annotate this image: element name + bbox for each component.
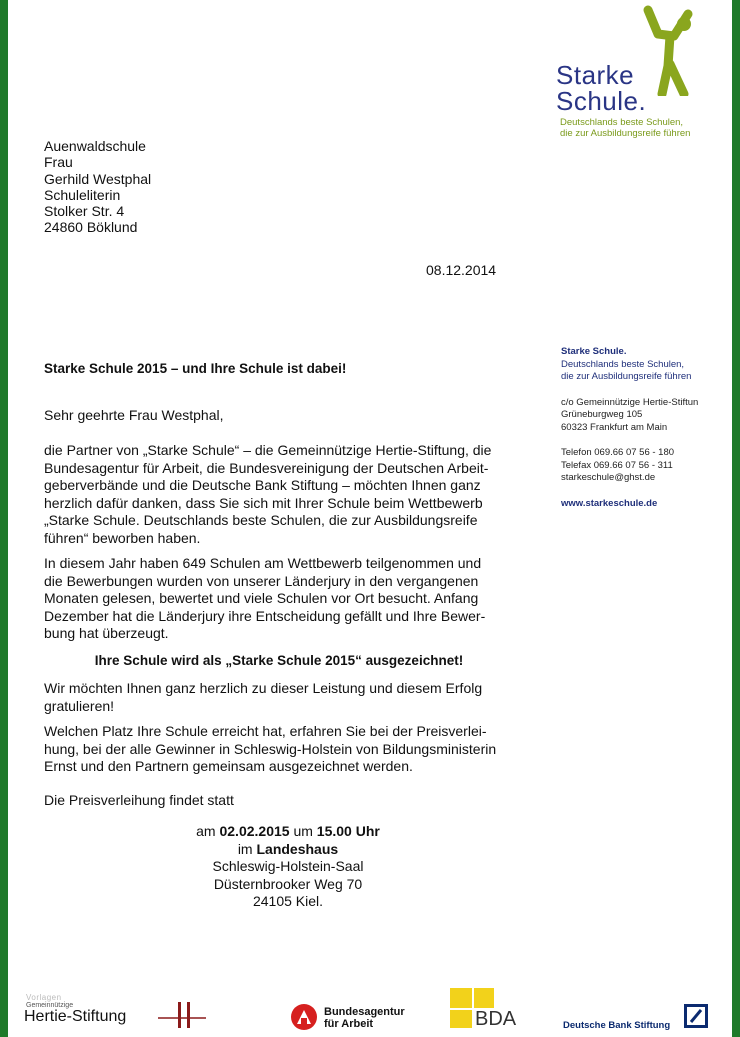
logo-wordmark-line1: Starke	[556, 60, 635, 90]
hertie-logo-text: Hertie-Stiftung	[24, 1008, 127, 1025]
sidebar-org-tagline-1: Deutschlands beste Schulen,	[561, 358, 685, 370]
paragraph-line: die Partner von „Starke Schule“ – die Gemeinnützige Hertie-Stiftung, die	[44, 442, 492, 458]
sidebar-org-tagline-2: die zur Ausbildungsreife führen	[561, 371, 692, 382]
event-im-label: im	[237, 840, 253, 857]
recipient-line: Schuleliterin	[44, 186, 121, 203]
paragraph-line: hung, bei der alle Gewinner in Schleswig-Holstein von Bildungsministerin	[44, 740, 497, 757]
paragraph-line: Monaten gelesen, bewertet und viele Schulen vor Ort besucht. Anfang	[44, 590, 479, 606]
event-date: 02.02.2015	[219, 823, 290, 839]
sidebar-address-line: 60323 Frankfurt am Main	[561, 421, 668, 433]
paragraph-line: die Bewerbungen wurden von unserer Länderjury in den vergangenen	[44, 572, 479, 589]
paragraph-line: Ernst und den Partnern gemeinsam ausgezeichnet werden.	[44, 758, 413, 774]
event-am-label: am	[196, 823, 216, 839]
recipient-line: Gerhild Westphal	[44, 170, 152, 187]
letter-paragraph-4	[44, 723, 496, 776]
sidebar-fax: Telefax 069.66 07 56 - 311	[561, 459, 673, 471]
sidebar-website-link[interactable]: www.starkeschule.de	[561, 497, 658, 509]
event-datetime-line	[138, 823, 438, 841]
letter-subject: Starke Schule 2015 – und Ihre Schule ist dabei!	[44, 361, 347, 376]
event-city: 24105 Kiel.	[252, 893, 324, 909]
award-announcement: Ihre Schule wird als „Starke Schule 2015“ ausgezeichnet!	[94, 653, 464, 668]
sidebar-email[interactable]: starkeschule@ghst.de	[561, 472, 656, 483]
paragraph-line: führen“ beworben haben.	[44, 529, 201, 546]
event-room: Schleswig-Holstein-Saal	[212, 858, 364, 874]
event-street: Düsternbrooker Weg 70	[213, 875, 363, 892]
letter-paragraph-2	[44, 555, 485, 643]
watermark-text: Vorlagen	[26, 993, 62, 1002]
hertie-small-label: Gemeinnützige	[26, 1002, 74, 1009]
event-intro: Die Preisverleihung findet statt	[44, 792, 234, 808]
recipient-line: Auenwaldschule	[44, 138, 146, 154]
bundesagentur-line-1: Bundesagentur	[324, 1006, 405, 1018]
recipient-line: Frau	[44, 154, 73, 171]
paragraph-line: In diesem Jahr haben 649 Schulen am Wettbewerb teilgenommen und	[44, 555, 482, 571]
deutsche-bank-slash-icon	[684, 1004, 708, 1028]
letter-paragraph-3	[44, 680, 482, 715]
paragraph-line: Dezember hat die Länderjury ihre Entscheidung gefällt und Ihre Bewer-	[44, 607, 486, 624]
paragraph-line: „Starke Schule. Deutschlands beste Schulen, die zur Ausbildungsreife	[44, 512, 478, 528]
bundesagentur-logo-icon	[290, 1003, 318, 1031]
paragraph-line: herzlich dafür danken, dass Sie sich mit Ihrer Schule beim Wettbewerb	[44, 494, 483, 511]
bundesagentur-label	[324, 1006, 405, 1030]
sidebar-phone: Telefon 069.66 07 56 - 180	[561, 447, 675, 458]
deutsche-bank-label: Deutsche Bank Stiftung	[563, 1020, 671, 1031]
event-time: 15.00 Uhr	[316, 823, 380, 839]
paragraph-line: Welchen Platz Ihre Schule erreicht hat, erfahren Sie bei der Preisverlei-	[44, 723, 487, 739]
letter-paragraph-1	[44, 442, 491, 547]
letter-salutation: Sehr geehrte Frau Westphal,	[44, 407, 224, 423]
paragraph-line: Wir möchten Ihnen ganz herzlich zu dieser Leistung und diesem Erfolg	[44, 680, 483, 696]
paragraph-line: Bundesagentur für Arbeit, die Bundesvereinigung der Deutschen Arbeit-	[44, 459, 489, 476]
bundesagentur-line-2: für Arbeit	[324, 1018, 374, 1030]
sidebar-address-line: c/o Gemeinnützige Hertie-Stiftun	[561, 396, 699, 408]
logo-tagline-2: die zur Ausbildungsreife führen	[560, 128, 691, 139]
sidebar-contact	[561, 346, 698, 510]
sidebar-address-line: Grüneburgweg 105	[561, 409, 643, 420]
recipient-address	[44, 138, 151, 236]
event-venue: Landeshaus	[256, 840, 339, 857]
event-details	[138, 823, 438, 911]
paragraph-line: geberverbände und die Deutsche Bank Stiftung – möchten Ihnen ganz	[44, 477, 481, 493]
bda-logo-text: BDA	[475, 1008, 517, 1030]
recipient-line: Stolker Str. 4	[44, 203, 125, 220]
logo-tagline-1: Deutschlands beste Schulen,	[560, 117, 684, 128]
paragraph-line: bung hat überzeugt.	[44, 625, 169, 641]
event-um-label: um	[293, 823, 313, 839]
mascot-figure-icon	[636, 4, 706, 96]
event-venue-line	[138, 841, 438, 859]
letter-date: 08.12.2014	[426, 262, 497, 278]
sidebar-org-name: Starke Schule.	[561, 346, 627, 357]
hertie-h-icon	[158, 1000, 208, 1030]
letter-page	[8, 0, 732, 1037]
recipient-line: 24860 Böklund	[44, 219, 138, 236]
paragraph-line: gratulieren!	[44, 697, 115, 714]
logo-wordmark-line2: Schule.	[556, 86, 647, 116]
